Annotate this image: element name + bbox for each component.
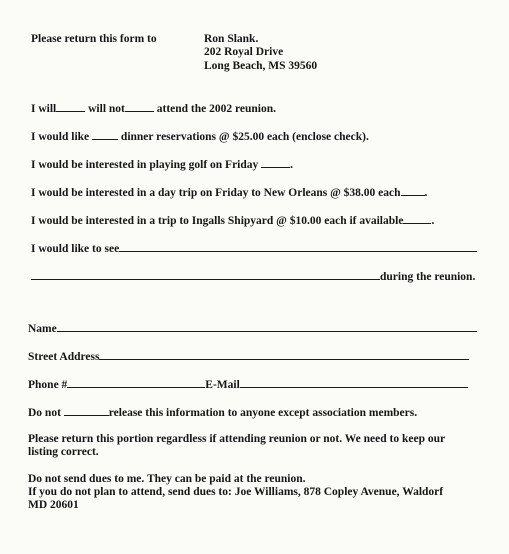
see-line-2 xyxy=(31,268,475,284)
new-orleans-period: . xyxy=(424,187,428,199)
street-label: Street Address xyxy=(28,351,100,363)
see-suffix: during the reunion. xyxy=(380,271,476,283)
new-orleans-text: I would be interested in a day trip on Friday to New Orleans @ $38.00 each xyxy=(31,187,401,199)
release-suffix: release this information to anyone except association members. xyxy=(108,407,418,419)
recipient-name: Ron Slank. xyxy=(204,33,259,45)
dinner-count-blank[interactable] xyxy=(92,128,118,140)
see-prefix: I would like to see xyxy=(31,243,120,255)
golf-blank[interactable] xyxy=(261,156,290,168)
name-field[interactable] xyxy=(57,320,477,332)
dinner-line xyxy=(31,128,369,144)
will-not-attend-blank[interactable] xyxy=(125,100,154,112)
street-line xyxy=(28,348,469,364)
golf-text: I would be interested in playing golf on Friday xyxy=(31,159,259,171)
i-will-label: I will xyxy=(31,103,57,115)
return-note-line-2: listing correct. xyxy=(28,446,99,458)
attendance-line xyxy=(31,100,276,116)
email-label: E-Mail xyxy=(205,379,240,391)
golf-line xyxy=(31,156,293,172)
golf-period: . xyxy=(290,159,294,171)
address-line-2: Long Beach, MS 39560 xyxy=(204,60,318,72)
ingalls-period: . xyxy=(431,215,435,227)
dinner-suffix: dinner reservations @ $25.00 each (enclose check). xyxy=(120,131,369,143)
release-line xyxy=(28,404,417,420)
see-line xyxy=(31,240,477,256)
email-field[interactable] xyxy=(240,376,468,388)
release-blank[interactable] xyxy=(64,404,109,416)
new-orleans-line xyxy=(31,184,427,200)
return-note-line-1: Please return this portion regardless if attending reunion or not. We need to keep our xyxy=(28,433,446,445)
see-blank-2[interactable] xyxy=(31,268,380,280)
dues-note-line-3: MD 20601 xyxy=(28,499,79,511)
release-prefix: Do not xyxy=(28,407,61,419)
phone-field[interactable] xyxy=(67,376,205,388)
will-not-label: will not xyxy=(88,103,125,115)
name-label: Name xyxy=(28,323,57,335)
street-address-field[interactable] xyxy=(99,348,469,360)
return-label: Please return this form to xyxy=(31,33,157,45)
dues-note-line-2: If you do not plan to attend, send dues to: Joe Williams, 878 Copley Avenue, Waldorf xyxy=(28,486,444,498)
dinner-prefix: I would like xyxy=(31,131,90,143)
dues-note-line-1: Do not send dues to me. They can be paid at the reunion. xyxy=(28,473,306,485)
ingalls-blank[interactable] xyxy=(403,212,431,224)
name-line xyxy=(28,320,477,336)
attend-reunion-label: attend the 2002 reunion. xyxy=(156,103,277,115)
see-blank-1[interactable] xyxy=(119,240,477,252)
new-orleans-blank[interactable] xyxy=(401,184,425,196)
address-line-1: 202 Royal Drive xyxy=(204,46,284,58)
phone-label: Phone # xyxy=(28,379,68,391)
phone-email-line xyxy=(28,376,468,392)
ingalls-text: I would be interested in a trip to Ingalls Shipyard @ $10.00 each if available xyxy=(31,215,404,227)
will-attend-blank[interactable] xyxy=(56,100,85,112)
ingalls-line xyxy=(31,212,434,228)
